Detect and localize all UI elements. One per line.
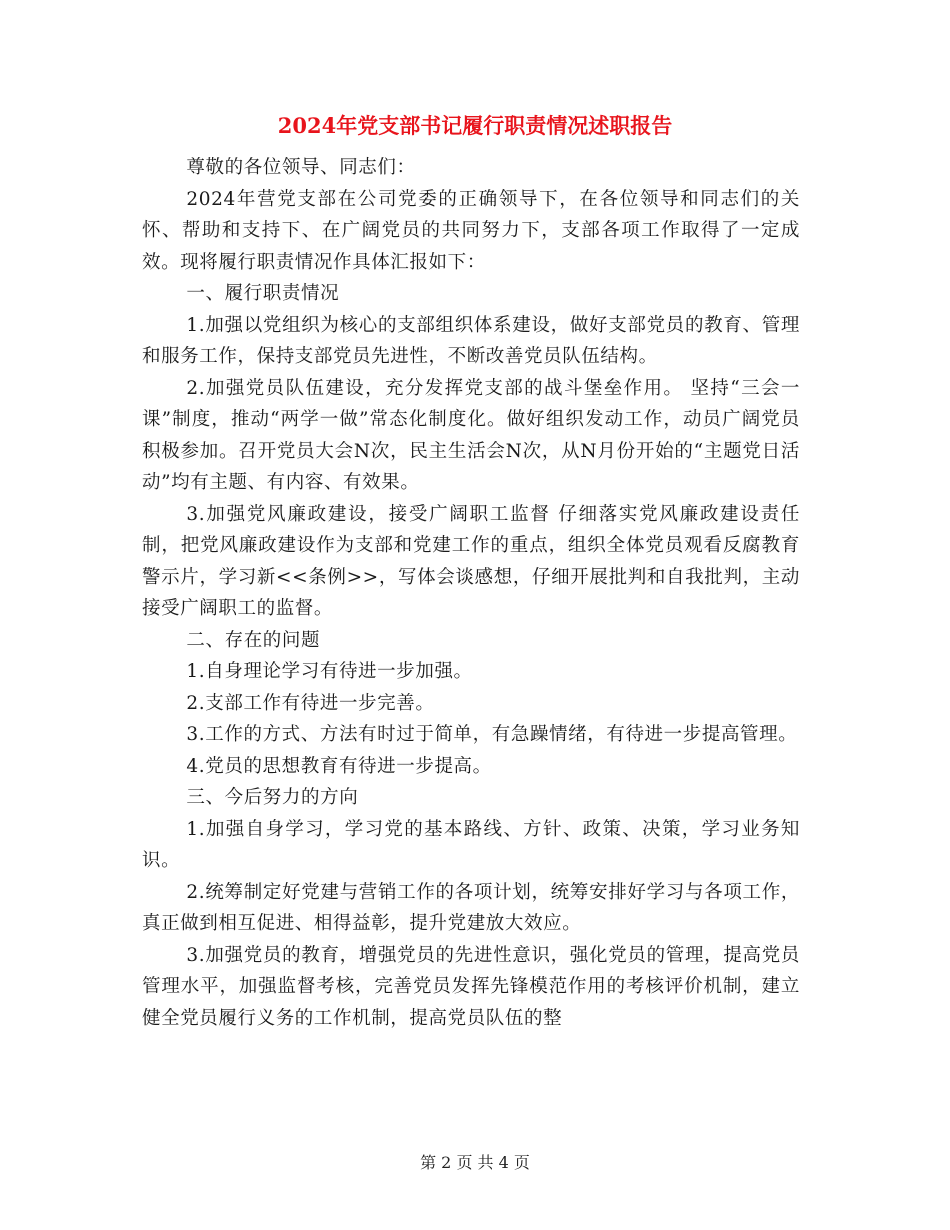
duty-item-1: 1.加强以党组织为核心的支部组织体系建设，做好支部党员的教育、管理和服务工作，保持支部党员先进性，不断改善党员队伍结构。 (142, 314, 800, 367)
section-heading-direction: 三、今后努力的方向 (186, 787, 359, 808)
direction-item-1: 1.加强自身学习，学习党的基本路线、方针、政策、决策，学习业务知识。 (142, 818, 800, 871)
problem-item-3: 3.工作的方式、方法有时过于简单，有急躁情绪，有待进一步提高管理。 (186, 724, 798, 745)
document-title: 2024年党支部书记履行职责情况述职报告 (277, 113, 673, 138)
problem-item-4: 4.党员的思想教育有待进一步提高。 (186, 755, 492, 777)
problem-item-2: 2.支部工作有待进一步完善。 (186, 692, 435, 714)
problem-item-1: 1.自身理论学习有待进一步加强。 (186, 661, 473, 682)
section-heading-problems: 二、存在的问题 (186, 629, 321, 651)
intro-paragraph: 2024年营党支部在公司党委的正确领导下，在各位领导和同志们的关怀、帮助和支持下、在广阔党员的共同努力下，支部各项工作取得了一定成效。现将履行职责情况作具体汇报如下： (142, 188, 800, 273)
section-heading-duties: 一、履行职责情况 (186, 283, 340, 304)
direction-item-3: 3.加强党员的教育，增强党员的先进性意识，强化党员的管理，提高党员管理水平，加强监督考核，完善党员发挥先锋模范作用的考核评价机制，建立健全党员履行义务的工作机制，提高党员队伍的整 (142, 944, 800, 1029)
document-body (142, 152, 800, 1034)
duty-item-2: 2.加强党员队伍建设，充分发挥党支部的战斗堡垒作用。 坚持“三会一课”制度，推动“两学一做”常态化制度化。做好组织发动工作，动员广阔党员积极参加。召开党员大会N次，民主生活会N次，从N月份开始的“主题党日活动”均有主题、有内容、有效果。 (142, 377, 800, 493)
salutation: 尊敬的各位领导、同志们： (186, 157, 416, 178)
direction-item-2: 2.统筹制定好党建与营销工作的各项计划，统筹安排好学习与各项工作，真正做到相互促进、相得益彰，提升党建放大效应。 (142, 881, 800, 934)
page-footer: 第 2 页 共 4 页 (420, 1153, 530, 1172)
duty-item-3: 3.加强党风廉政建设，接受广阔职工监督 仔细落实党风廉政建设责任制，把党风廉政建设作为支部和党建工作的重点，组织全体党员观看反腐教育警示片，学习新<<条例>>，写体会谈感想，仔细开展批判和自我批判，主动接受广阔职工的监督。 (142, 503, 800, 619)
